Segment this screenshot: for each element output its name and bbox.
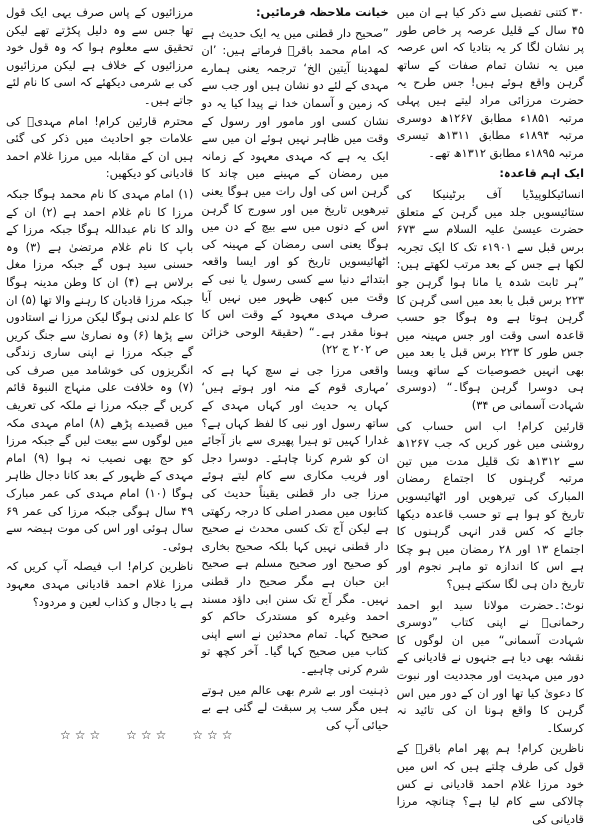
star-group: ☆☆☆ [60, 728, 105, 742]
quote-paragraph: ”صحیح دار قطنی میں یہ ایک حدیث ہے کہ امام محمد باقرؒ فرماتے ہیں: ’ان لمھدینا آیتین الخ‘ ترجمہ یعنی ہمارے مہدی کے لئے دو نشان ہیں اور جب سے کہ زمین و آسمان خدا نے پیدا کیا یہ دو نشان کسی اور مامور اور رسول کے وقت میں ظاہر نہیں ہوئے ان میں سے ایک یہ ہے کہ مہدی معہود کے زمانہ میں رمضان کے مہینے میں چاند کا گرہن اس کی اول رات میں ہوگا یعنی تیرھویں تاریخ میں اور سورج کا گرہن اس کے دنوں میں سے بیچ کے دن میں ہوگا یعنی اسی رمضان کے مہینہ کی اٹھائیسویں تاریخ کو اور ایسا واقعہ ابتدائے دنیا سے کسی رسول یا نبی کے وقت میں کبھی ظہور میں نہیں آیا صرف مہدی معہود کے وقت اس کا ہونا مقدر ہے۔“ (حقیقۃ الوحی خزائن ص ۲۰۲ ج ۲۲) [201, 25, 389, 357]
paragraph: واقعی مرزا جی نے سچ کہا ہے کہ ’مہاری قوم کے منہ اور ہوتے ہیں‘ کہاں یہ حدیث اور کہاں مہدی کے ساتھ رسول اور نبی کا لفظ کہاں ہے؟ غدارا کہیں تو ہیرا پھیری سے باز آجائے ان کو شرم کرنا چاہئے۔ دوسرا دجل اور فریب مکاری سے کام لیتے ہوئے مرزا جی دار قطنی یقیناً حدیث کی کتابوں میں مصدر اصلی کا درجہ رکھتی ہے لیکن آج تک کسی محدث نے صحیح دار قطنی نہیں کہا بلکہ صحیح بخاری کو صحیح اور صحیح مسلم ہے صحیح ابن حبان ہے مگر صحیح دار قطنی نہیں۔ مگر آج تک سنن ابی داؤد مسند احمد وغیرہ کو مستدرک حاکم کو صحیح کہا۔ تمام محدثین نے اسے اپنی کتاب میں صحیح کہا گیا۔ آخر کچھ تو شرم کرنی چاہیے۔ [201, 362, 389, 676]
paragraph: (۱) امام مہدی کا نام محمد ہوگا جبکہ مرزا کا نام غلام احمد ہے (۲) ان کے والد کا نام عبداللہ ہوگا جبکہ مرزا کے باپ کا نام غلام مرتضیٰ ہے (۳) وہ حسنی سید ہوں گے جبکہ مرزا مغل برلاس ہے (۴) ان کا وطن مدینہ ہوگا جبکہ مرزا قادیان کا رہنے والا تھا (۵) ان کا علم لدنی ہوگا لیکن مرزا نے استادوں سے پڑھا (۶) وہ نصاریٰ سے جنگ کریں گے جبکہ مرزا نے اپنی ساری زندگی انگریزوں کی خوشامد میں صرف کی (۷) وہ خلافت علی منہاج النبوۃ قائم کریں گے جبکہ مرزا نے ملکہ کی تعریف میں قصیدے پڑھے (۸) امام مہدی مکہ میں لوگوں سے بیعت لیں گے جبکہ مرزا کو حج بھی نصیب نہ ہوا (۹) امام مہدی کے ظہور کے بعد کانا دجال ظاہر ہوگا (۱۰) امام مہدی کی عمر مبارک ۴۹ سال ہوگی جبکہ مرزا کی عمر ۶۹ سال ہوئی اور اس کی موت ہیضہ سے ہوئی۔ [6, 186, 194, 553]
paragraph: محترم قارئین کرام! امام مہدیؒ کی علامات جو احادیث میں ذکر کی گئی ہیں ان کے مقابلہ میں مرزا غلام احمد قادیانی کو دیکھیں: [6, 113, 194, 181]
star-group: ☆☆☆ [192, 728, 237, 742]
paragraph: ناظرین کرام! ہم پھر امام باقرؒ کے قول کی طرف چلتے ہیں کہ اس میں خود مرزا غلام احمد قادیانی نے کس چالاکی سے کام لیا ہے؟ چنانچہ مرزا قادیانی کی [396, 741, 584, 826]
star-group: ☆☆☆ [126, 728, 171, 742]
note-paragraph: نوٹ:۔حضرت مولانا سید ابو احمد رحمانیؒ نے اپنی کتاب ”دوسری شہادت آسمانی“ میں ان لوگوں کا نقشہ بھی دیا ہے جنہوں نے قادیانی کے دور میں مہدیت اور مجددیت اور نبوت کا دعویٰ کیا تھا اور ان کے دور میں اس گرہن کا واقع ہونا ان کی تائید نہ کرسکا۔ [396, 597, 584, 735]
paragraph: مرزائیوں کے پاس صرف یہی ایک قول تھا جس سے وہ دلیل پکڑتے تھے لیکن تحقیق سے معلوم ہوا کہ وہ قول خود مرزائیوں کے خلاف ہے لیکن مرزائیوں کی بے شرمی دیکھئے کہ اسی کا نام لئے جاتے ہیں۔ [6, 5, 194, 107]
paragraph: ذہنیت اور بے شرم بھی عالم میں ہوتے ہیں مگر سب پر سبقت لے گئی ہے بے حیائی آپ کی [201, 682, 389, 732]
paragraph: ناظرین کرام! اب فیصلہ آپ کریں کہ مرزا غلام احمد قادیانی مہدی معہود ہے یا دجال و کذاب لعین و مردود؟ [6, 559, 194, 609]
footer-stars [60, 728, 251, 742]
paragraph: خیانت ملاحظہ فرمائیں: [255, 5, 389, 19]
paragraph: ۳۰ کتنی تفصیل سے ذکر کیا ہے ان میں ۴۵ سال کے قلیل عرصہ پر خاص طور پر نشان لگا کر یہ بتادیا کہ اس عرصہ میں یہ نشان تمام صفات کے ساتھ گرہن واقع ہوئے ہیں! جس طرح یہ حضرت مرزائی مراد لیتے ہیں پہلی مرتبہ ۱۸۵۱ء مطابق ۱۲۶۷ھ دوسری مرتبہ ۱۸۹۴ء مطابق ۱۳۱۱ھ تیسری مرتبہ ۱۸۹۵ء مطابق ۱۳۱۲ھ تھے۔ [396, 5, 585, 160]
section-heading: ایک اہم قاعدہ: [499, 166, 584, 181]
paragraph: قارئین کرام! اب اس حساب کی روشنی میں غور کریں کہ جب ۱۲۶۷ھ سے ۱۳۱۲ھ تک قلیل مدت میں تین مرتبہ گرہنوں کا اجتماع رمضان المبارک کی تیرھویں اور اٹھائیسویں تاریخ کو ہوا ہے تو حسب قاعدہ دیکھا جائے کہ کس قدر انہی گرہنوں کا اجتماع ۱۳ اور ۲۸ رمضان میں ہو چکا ہے اس کا اندازہ تو ماہر نجوم اور تاریخ دان ہی لگا سکتے ہیں؟ [396, 418, 585, 591]
column-middle [201, 4, 388, 746]
paragraph: انسائیکلوپیڈیا آف برٹینیکا کی ستائیسویں جلد میں گرہن کے متعلق حضرت عیسیٰ علیہ السلام سے ۶۷۳ برس قبل سے ۱۹۰۱ء تک کا ایک تجربہ لکھا ہے جس کے بعد مرتب لکھتے ہیں: ”ہر ثابت شدہ یا مانا ہوا گرہن جو ۲۲۳ برس قبل یا بعد میں اسی گرہن کا گرہن ہوتا ہے وہ ہوگا جو حسب قاعدہ اسی وقت اور جس مہینہ میں جس طور کا ۲۲۳ برس قبل یا بعد میں بھی انہیں خصوصیات کے ساتھ ویسا ہی دوسرا گرہن ہوگا۔“ (دوسری شہادت آسمانی ص ۳۴) [396, 186, 585, 413]
column-right [396, 4, 585, 826]
column-left [6, 4, 193, 746]
